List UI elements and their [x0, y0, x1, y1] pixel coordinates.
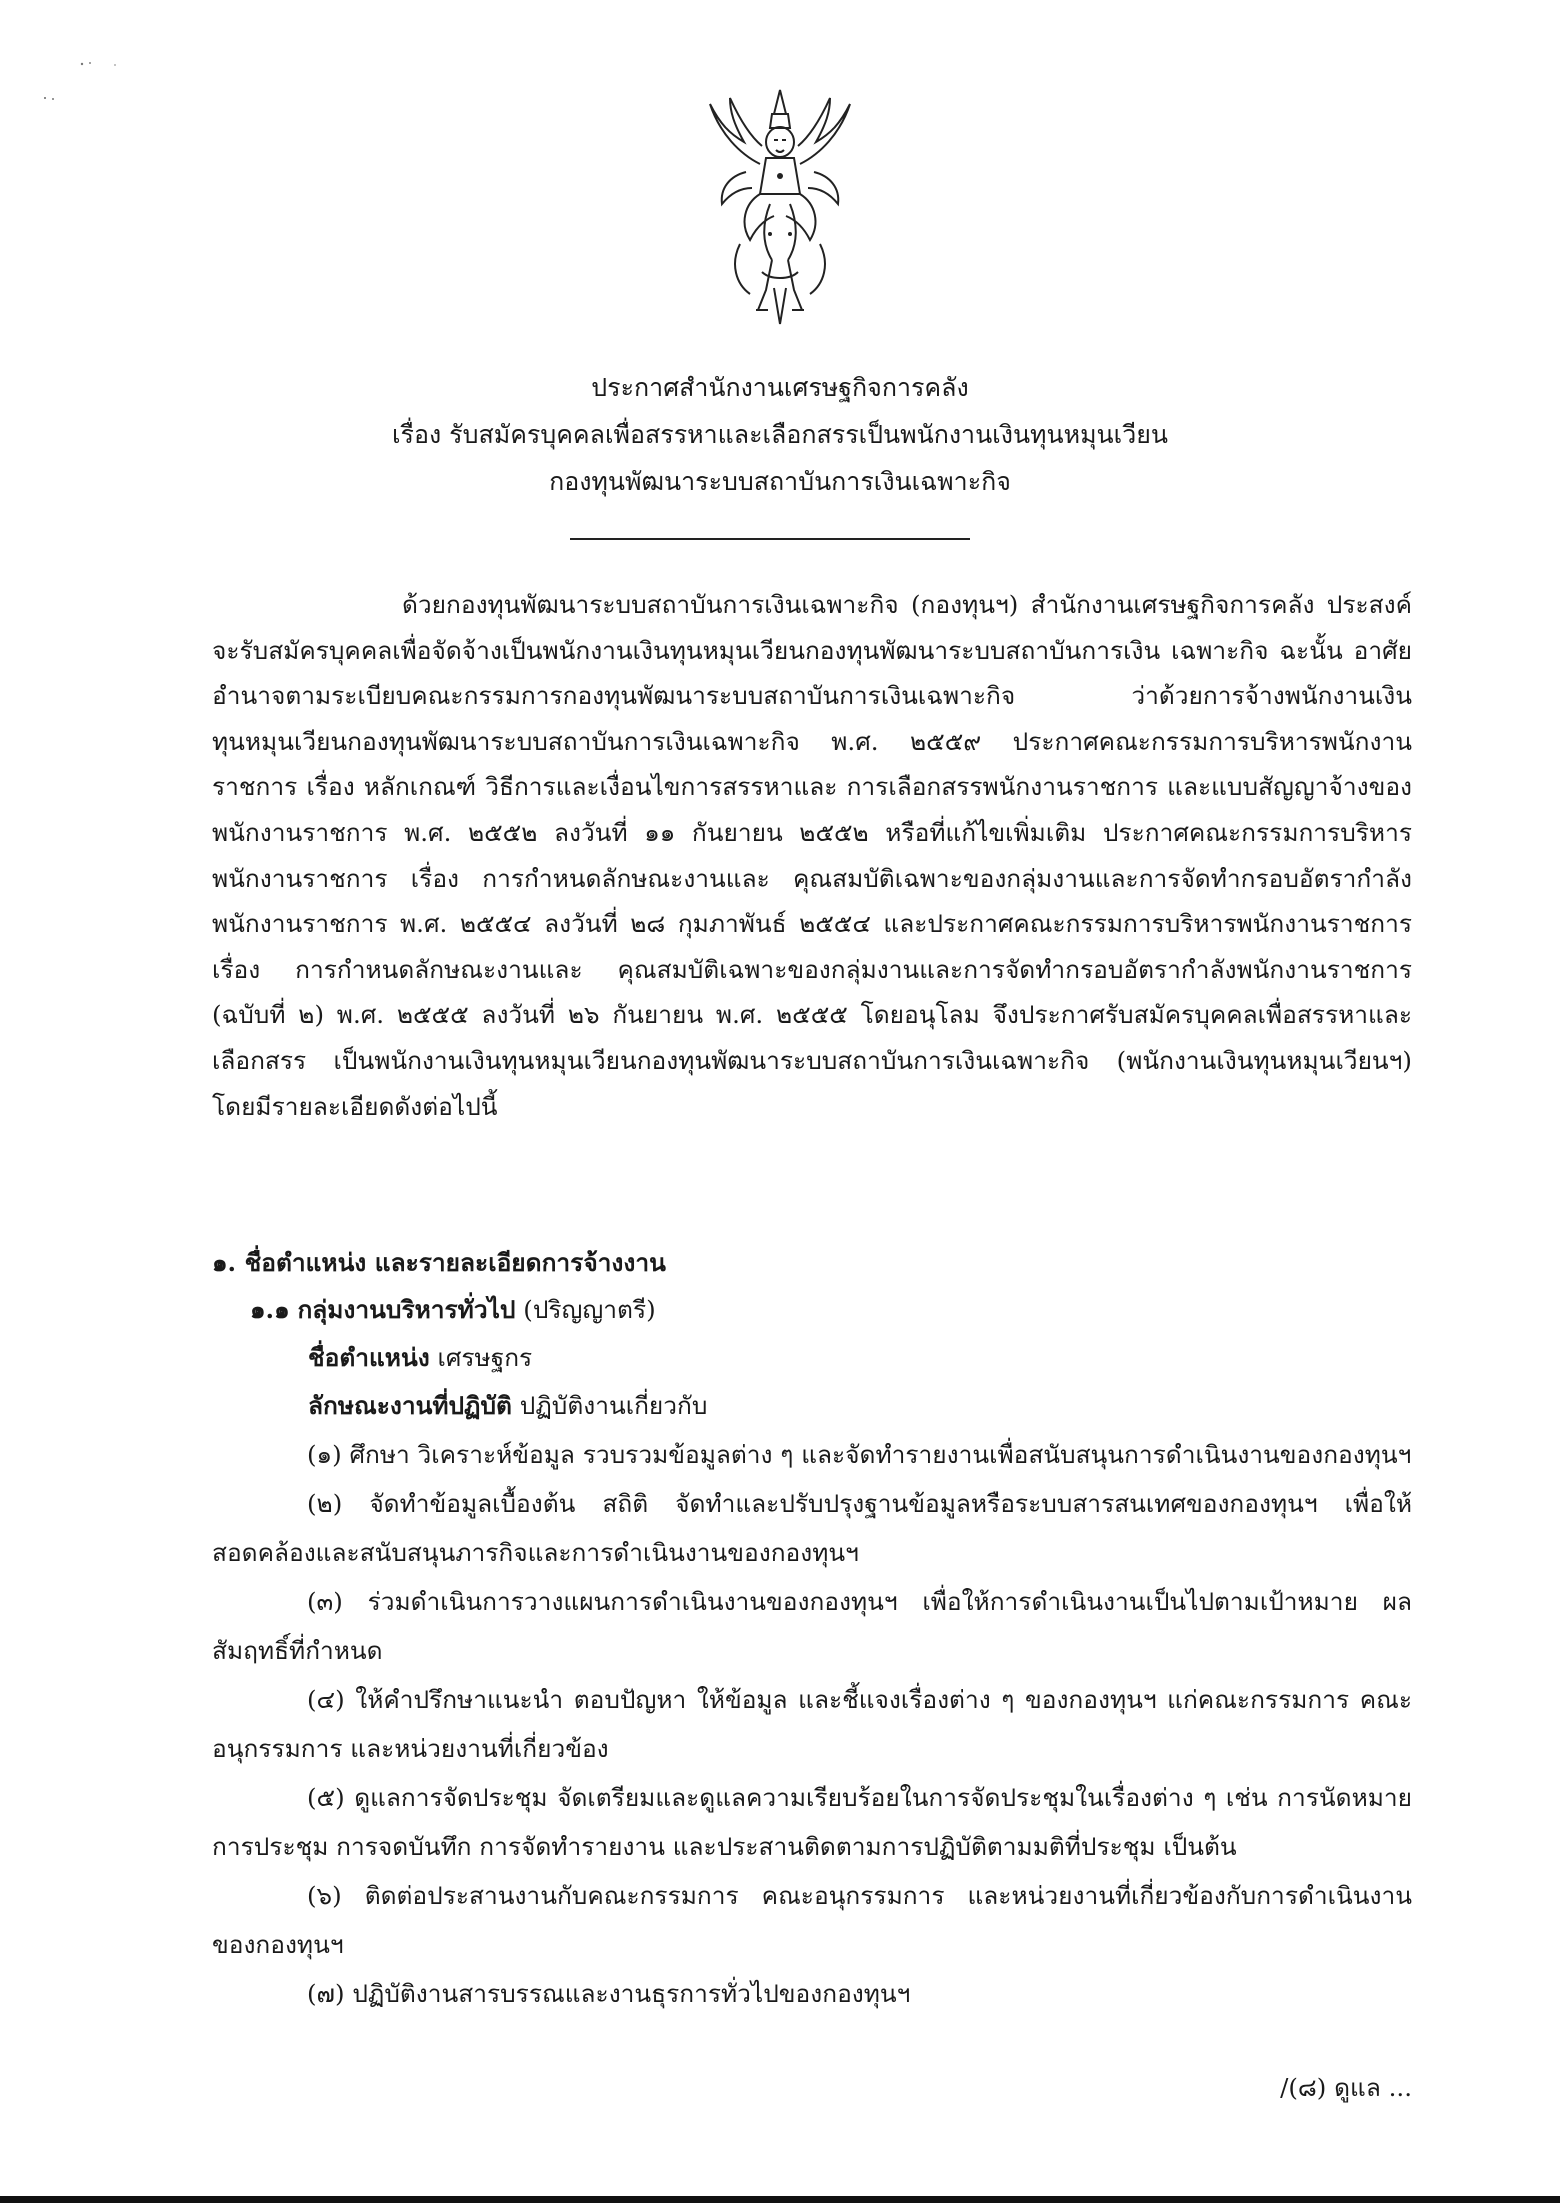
section-heading: ๑. ชื่อตำแหน่ง และรายละเอียดการจ้างงาน	[212, 1248, 666, 1277]
garuda-emblem-icon	[700, 84, 860, 330]
duty-item: (๕) ดูแลการจัดประชุม จัดเตรียมและดูแลความเรียบร้อยในการจัดประชุมในเรื่องต่าง ๆ เช่น การนัดหมาย การประชุม การจดบันทึก การจัดทำรายงาน และประสานติดตามการปฏิบัติตามมติที่ประชุม เป็นต้น	[212, 1783, 1412, 1861]
continuation-reference: /(๘) ดูแล ...	[1280, 2073, 1412, 2102]
subsection-number: ๑.๑	[250, 1295, 290, 1324]
intro-paragraph-block	[212, 582, 1412, 1129]
duty-item: (๗) ปฏิบัติงานสารบรรณและงานธุรการทั่วไปของกองทุนฯ	[307, 1979, 911, 2008]
scan-specks	[40, 56, 130, 106]
duty-item: (๔) ให้คำปรึกษาแนะนำ ตอบปัญหา ให้ข้อมูล และชี้แจงเรื่องต่าง ๆ ของกองทุนฯ แก่คณะกรรมการ คณะอนุกรรมการ และหน่วยงานที่เกี่ยวข้อง	[212, 1685, 1412, 1763]
scan-bottom-edge	[0, 2196, 1560, 2203]
duty-item: (๖) ติดต่อประสานงานกับคณะกรรมการ คณะอนุกรรมการ และหน่วยงานที่เกี่ยวข้องกับการดำเนินงาน ของกองทุนฯ	[212, 1881, 1412, 1959]
announcement-title: ประกาศสำนักงานเศรษฐกิจการคลัง	[591, 373, 969, 402]
subsection-heading	[250, 1290, 656, 1330]
position-label: ชื่อตำแหน่ง	[308, 1343, 430, 1372]
announcement-subject: เรื่อง รับสมัครบุคคลเพื่อสรรหาและเลือกสรรเป็นพนักงานเงินทุนหมุนเวียน	[392, 420, 1168, 449]
duty-item: (๒) จัดทำข้อมูลเบื้องต้น สถิติ จัดทำและปรับปรุงฐานข้อมูลหรือระบบสารสนเทศของกองทุนฯ เพื่อให้ สอดคล้องและสนับสนุนภารกิจและการดำเนินงานของกองทุนฯ	[212, 1489, 1412, 1567]
duty-item: (๑) ศึกษา วิเคราะห์ข้อมูล รวบรวมข้อมูลต่าง ๆ และจัดทำรายงานเพื่อสนับสนุนการดำเนินงานของกองทุนฯ	[307, 1440, 1412, 1469]
intro-paragraph: ด้วยกองทุนพัฒนาระบบสถาบันการเงินเฉพาะกิจ (กองทุนฯ) สำนักงานเศรษฐกิจการคลัง ประสงค์จะรับสมัครบุคคลเพื่อจัดจ้างเป็นพนักงานเงินทุนหมุนเวียนกองทุนพัฒนาระบบสถาบันการเงิน เฉพาะกิจ ฉะนั้น อาศัยอำนาจตามระเบียบคณะกรรมการกองทุนพัฒนาระบบสถาบันการเงินเฉพาะกิจ ว่าด้วยการจ้างพนักงานเงินทุนหมุนเวียนกองทุนพัฒนาระบบสถาบันการเงินเฉพาะกิจ พ.ศ. ๒๕๕๙ ประกาศคณะกรรมการบริหารพนักงานราชการ เรื่อง หลักเกณฑ์ วิธีการและเงื่อนไขการสรรหาและ การเลือกสรรพนักงานราชการ และแบบสัญญาจ้างของพนักงานราชการ พ.ศ. ๒๕๕๒ ลงวันที่ ๑๑ กันยายน ๒๕๕๒ หรือที่แก้ไขเพิ่มเติม ประกาศคณะกรรมการบริหารพนักงานราชการ เรื่อง การกำหนดลักษณะงานและ คุณสมบัติเฉพาะของกลุ่มงานและการจัดทำกรอบอัตรากำลังพนักงานราชการ พ.ศ. ๒๕๕๔ ลงวันที่ ๒๘ กุมภาพันธ์ ๒๕๕๔ และประกาศคณะกรรมการบริหารพนักงานราชการ เรื่อง การกำหนดลักษณะงานและ คุณสมบัติเฉพาะของกลุ่มงานและการจัดทำกรอบอัตรากำลังพนักงานราชการ (ฉบับที่ ๒) พ.ศ. ๒๕๕๕ ลงวันที่ ๒๖ กันยายน พ.ศ. ๒๕๕๕ โดยอนุโลม จึงประกาศรับสมัครบุคคลเพื่อสรรหาและเลือกสรร เป็นพนักงานเงินทุนหมุนเวียนกองทุนพัฒนาระบบสถาบันการเงินเฉพาะกิจ (พนักงานเงินทุนหมุนเวียนฯ) โดยมีรายละเอียดดังต่อไปนี้	[212, 590, 1412, 1121]
position-line	[308, 1338, 532, 1378]
subsection-note: (ปริญญาตรี)	[523, 1295, 656, 1324]
duties-line	[308, 1386, 707, 1426]
position-value: เศรษฐกร	[437, 1343, 533, 1372]
duties-value: ปฏิบัติงานเกี่ยวกับ	[519, 1391, 708, 1420]
subsection-title: กลุ่มงานบริหารทั่วไป	[297, 1295, 516, 1324]
title-divider	[570, 538, 970, 540]
announcement-fund-name: กองทุนพัฒนาระบบสถาบันการเงินเฉพาะกิจ	[549, 467, 1011, 496]
duties-label: ลักษณะงานที่ปฏิบัติ	[308, 1391, 512, 1420]
duty-item: (๓) ร่วมดำเนินการวางแผนการดำเนินงานของกองทุนฯ เพื่อให้การดำเนินงานเป็นไปตามเป้าหมาย ผลสัมฤทธิ์ที่กำหนด	[212, 1587, 1412, 1665]
